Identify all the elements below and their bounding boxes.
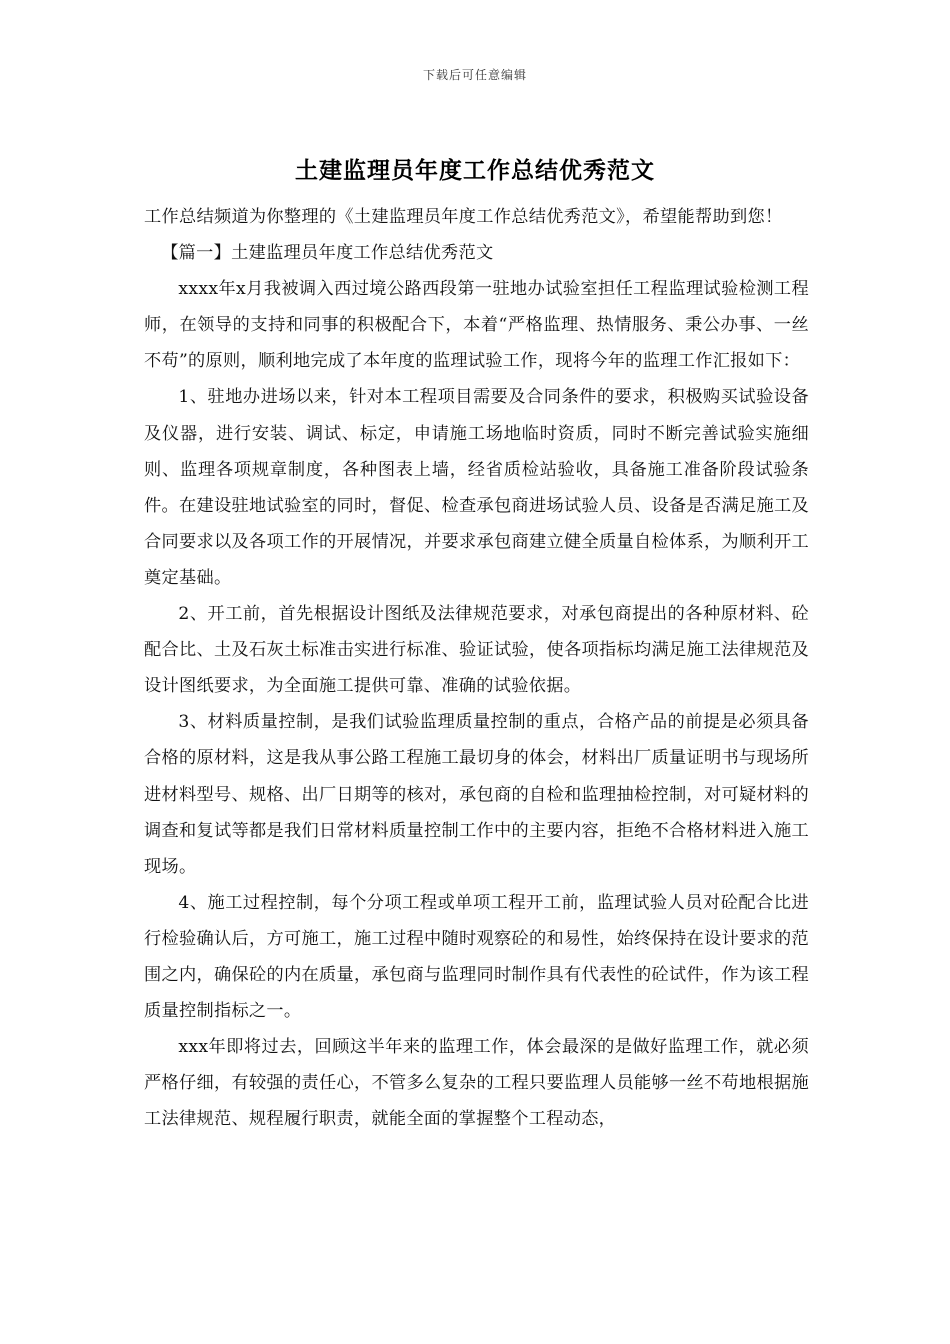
body-paragraph: xxx年即将过去，回顾这半年来的监理工作，体会最深的是做好监理工作，就必须严格仔细，有较强的责任心，不管多么复杂的工程只要监理人员能够一丝不苟地根据施工法律规范、规程履行职责，就能全面的掌握整个工程动态，: [144, 1037, 809, 1130]
body-paragraph: 2、开工前，首先根据设计图纸及法律规范要求，对承包商提出的各种原材料、砼配合比、土及石灰土标准击实进行标准、验证试验，使各项指标均满足施工法律规范及设计图纸要求，为全面施工提供可靠、准确的试验依据。: [144, 604, 809, 697]
header-note: 下载后可任意编辑: [422, 68, 527, 82]
intro-paragraph: 工作总结频道为你整理的《土建监理员年度工作总结优秀范文》，希望能帮助到您！: [144, 207, 783, 227]
section-heading: 【篇一】土建监理员年度工作总结优秀范文: [161, 243, 494, 264]
body-paragraph: xxxx年x月我被调入西过境公路西段第一驻地办试验室担任工程监理试验检测工程师，在领导的支持和同事的积极配合下，本着“严格监理、热情服务、秉公办事、一丝不苟”的原则，顺利地完成了本年度的监理试验工作，现将今年的监理工作汇报如下：: [144, 279, 809, 372]
body-paragraph: 1、驻地办进场以来，针对本工程项目需要及合同条件的要求，积极购买试验设备及仪器，进行安装、调试、标定，申请施工场地临时资质，同时不断完善试验实施细则、监理各项规章制度，各种图表上墙，经省质检站验收，具备施工准备阶段试验条件。在建设驻地试验室的同时，督促、检查承包商进场试验人员、设备是否满足施工及合同要求以及各项工作的开展情况，并要求承包商建立健全质量自检体系，为顺利开工奠定基础。: [144, 387, 809, 588]
body-paragraph: 3、材料质量控制，是我们试验监理质量控制的重点，合格产品的前提是必须具备合格的原材料，这是我从事公路工程施工最切身的体会，材料出厂质量证明书与现场所进材料型号、规格、出厂日期等的核对，承包商的自检和监理抽检控制，对可疑材料的调查和复试等都是我们日常材料质量控制工作中的主要内容，拒绝不合格材料进入施工现场。: [144, 712, 809, 877]
document-title: 土建监理员年度工作总结优秀范文: [295, 157, 655, 184]
body-paragraph: 4、施工过程控制，每个分项工程或单项工程开工前，监理试验人员对砼配合比进行检验确认后，方可施工，施工过程中随时观察砼的和易性，始终保持在设计要求的范围之内，确保砼的内在质量，承包商与监理同时制作具有代表性的砼试件，作为该工程质量控制指标之一。: [144, 892, 809, 1022]
document-body: [144, 199, 809, 1137]
